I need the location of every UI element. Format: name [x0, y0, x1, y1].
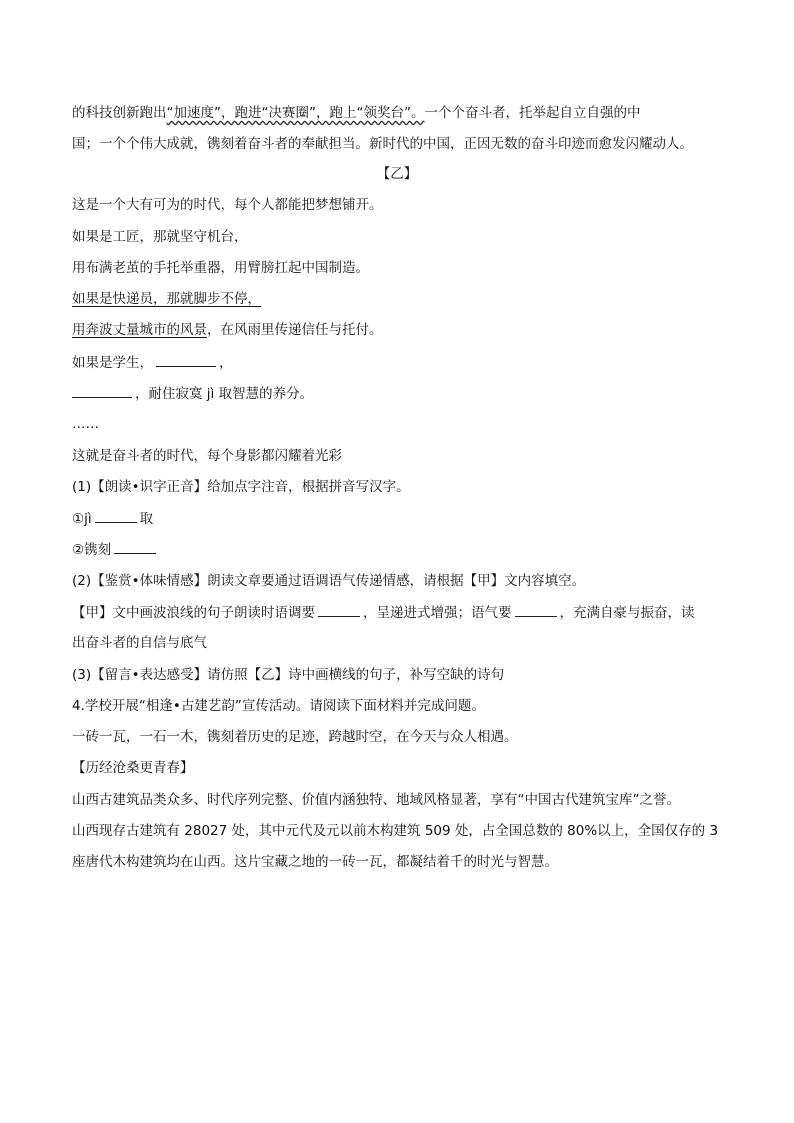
paragraph-line	[72, 103, 732, 123]
question-4-intro: 一砖一瓦，一石一木，镌刻着历史的足迹，跨越时空，在今天与众人相遇。	[72, 729, 518, 745]
poem-line	[72, 352, 732, 373]
underlined-text: 用奔波丈量城市的风景	[72, 322, 207, 338]
text-span: 的科技创新跑出	[72, 105, 167, 121]
text-span: ，充满自豪与振奋，读	[559, 605, 695, 621]
answer-blank[interactable]	[72, 383, 132, 398]
answer-blank[interactable]	[156, 352, 216, 367]
poem-line	[72, 320, 732, 340]
poem-line	[72, 383, 732, 404]
poem-line: 这就是奋斗者的时代，每个身影都闪耀着光彩	[72, 448, 342, 464]
paragraph-line: 山西现存古建筑有 28027 处，其中元代及元以前木构建筑 509 处，占全国总数的 80%以上，全国仅存的 3	[72, 823, 719, 839]
question-2-line: 出奋斗者的自信与底气	[72, 635, 207, 651]
text-span: ，	[219, 355, 233, 371]
text-span: 如果是学生，	[72, 355, 153, 371]
text-span: 【甲】文中画波浪线的句子朗读时语调要	[72, 605, 315, 621]
poem-ellipsis: ……	[72, 416, 99, 432]
answer-blank[interactable]	[515, 602, 557, 617]
text-span: 一个个奋斗者，托举起自立自强的中	[424, 105, 641, 121]
paragraph-line: 座唐代木构建筑均在山西。这片宝藏之地的一砖一瓦，都凝结着千的时光与智慧。	[72, 854, 558, 870]
question-2-title: (2)【鉴赏•体味情感】朗读文章要通过语调语气传递情感，请根据【甲】文内容填空。	[72, 573, 586, 589]
paragraph-line: 山西古建筑品类众多、时代序列完整、价值内涵独特、地域风格显著，享有“中国古代建筑宝库”之誉。	[72, 792, 680, 808]
section-heading: 【历经沧桑更青春】	[72, 760, 194, 776]
paragraph-line: 国；一个个伟大成就，镌刻着奋斗者的奉献担当。新时代的中国，正因无数的奋斗印迹而愈发闪耀动人。	[72, 136, 693, 152]
text-span: ，在风雨里传递信任与托付。	[207, 322, 383, 338]
text-span: ，呈递进式增强；语气要	[363, 605, 512, 621]
question-1b	[72, 539, 732, 560]
question-1-title: (1)【朗读•识字正音】给加点字注音，根据拼音写汉字。	[72, 479, 410, 495]
question-3-title: (3)【留言•表达感受】请仿照【乙】诗中画横线的句子，补写空缺的诗句	[72, 667, 505, 683]
poem-line: 用布满老茧的手托举重器，用臂膀扛起中国制造。	[72, 260, 369, 276]
answer-blank[interactable]	[114, 539, 156, 554]
section-heading-yi: 【乙】	[376, 166, 418, 182]
text-span: ②镌刻	[72, 542, 112, 558]
poem-line: 如果是工匠，那就坚守机台，	[72, 229, 248, 245]
wavy-underlined-sentence: “加速度”，跑进“决赛圈”，跑上“领奖台”。	[166, 105, 425, 121]
underlined-text: 如果是快递员，那就脚步不停，	[72, 291, 261, 307]
question-1a	[72, 508, 732, 529]
answer-blank[interactable]	[95, 508, 137, 523]
question-2-line	[72, 602, 732, 623]
text-span: 取	[139, 511, 154, 527]
poem-line: 这是一个大有可为的时代，每个人都能把梦想铺开。	[72, 197, 383, 213]
poem-line-underlined	[72, 289, 732, 309]
answer-blank[interactable]	[318, 602, 360, 617]
text-span: ①jì	[72, 511, 92, 527]
text-span: ，耐住寂寞 jì 取智慧的养分。	[135, 386, 314, 402]
question-4-title: 4.学校开展“相逢•古建艺韵”宣传活动。请阅读下面材料并完成问题。	[72, 698, 485, 714]
